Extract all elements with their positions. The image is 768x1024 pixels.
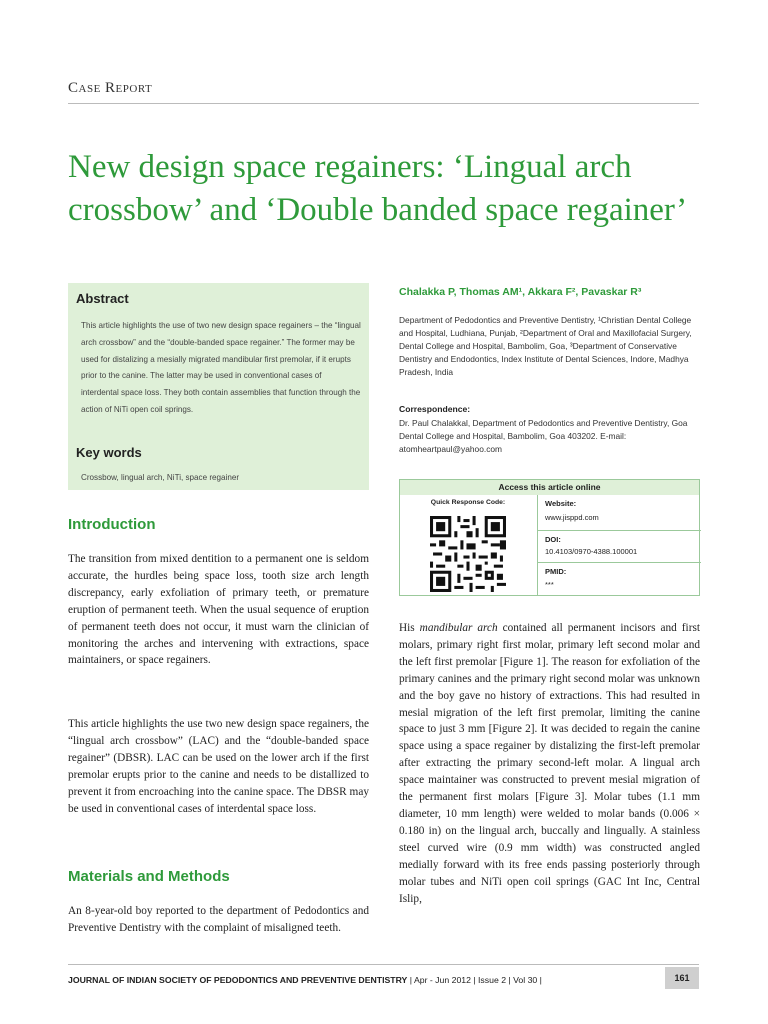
website-label: Website:: [545, 499, 577, 508]
paragraph-start: His: [399, 622, 420, 634]
keywords-heading: Key words: [76, 445, 142, 460]
pmid-value: ***: [545, 580, 554, 589]
correspondence-text: Dr. Paul Chalakkal, Department of Pedodontics and Preventive Dentistry, Goa Dental College and Hospital, Bambolim, Goa 403202. E-mail: atomheartpaul@yahoo.com: [399, 418, 688, 454]
keywords-text: Crossbow, lingual arch, NiTi, space regainer: [81, 473, 240, 482]
access-heading: Access this article online: [400, 480, 699, 495]
introduction-paragraph-2: This article highlights the use two new design space regainers, the “lingual arch crossbow” (LAC) and the “double-banded space regainer” (DBSR). LAC can be used on the lower arch if the first premolar erupts prior to the canine and needs to be distallized to prevent it from encroaching into the canine space. The DBSR may be used in conventional cases of interdental space loss.: [68, 718, 369, 815]
page-number: 161: [665, 967, 699, 989]
website-cell: [538, 495, 701, 531]
article-title: New design space regainers: ‘Lingual arch crossbow’ and ‘Double banded space regainer’: [68, 149, 688, 228]
access-online-box: [399, 479, 700, 596]
author-list: Chalakka P, Thomas AM¹, Akkara F², Pavaskar R³: [399, 286, 642, 298]
header-rule: [68, 103, 699, 104]
abstract-box: [68, 283, 369, 490]
paragraph-rest: contained all permanent incisors and first molars, primary right first molar, primary left second molar and the left first premolar [Figure 1]. The reason for exfoliation of the primary canines and the primary right second molar was unknown and the boy gave no history of extractions. This had resulted in mesial migration of the left first premolar, limiting the canine space to just 3 mm [Figure 2]. It was decided to regain the canine space using a space regainer by distalizing the first-left premolar after extracting the primary second-left molar. A lingual arch space maintainer was constructed to prevent mesial migration of the permanent first molars [Figure 3]. Molar tubes (1.1 mm diameter, 10 mm length) were welded to molar bands (0.006 × 0.180 in) on the lingual arch, buccally and lingually. A stainless steel curved wire (0.9 mm width) was constructed angled medially forward with its free ends passing posteriorly through molar tubes and NiTi open coil springs (GAC Int Inc, Central Islip,: [399, 622, 700, 905]
abstract-text: This article highlights the use of two new design space regainers – the “lingual arch crossbow” and the “double-banded space regainer.” The former may be used for distalizing a mesially migrated mandibular first premolar, if it erupts prior to the canine. The latter may be used in conventional cases of interdental space loss. They both contain assemblies that function through the action of NiTi open coil springs.: [81, 321, 361, 414]
doi-cell: [538, 531, 701, 563]
issue-info: | Apr - Jun 2012 | Issue 2 | Vol 30 |: [407, 975, 542, 985]
pmid-cell: [538, 563, 701, 596]
section-label: Case Report: [68, 80, 153, 96]
abstract-heading: Abstract: [76, 291, 129, 306]
qr-label: Quick Response Code:: [430, 499, 506, 506]
pmid-label: PMID:: [545, 567, 567, 576]
methods-heading: Materials and Methods: [68, 868, 230, 885]
doi-label: DOI:: [545, 535, 561, 544]
journal-footer: [68, 975, 542, 985]
right-column-paragraph: [399, 620, 700, 907]
footer-rule: [68, 964, 699, 965]
mandibular-arch-term: mandibular arch: [419, 622, 498, 634]
methods-paragraph-1: An 8-year-old boy reported to the department of Pedodontics and Preventive Dentistry with the complaint of misaligned teeth.: [68, 905, 369, 934]
qr-code-icon[interactable]: [430, 516, 506, 592]
website-link[interactable]: www.jisppd.com: [545, 513, 599, 522]
doi-value[interactable]: 10.4103/0970-4388.100001: [545, 547, 638, 556]
journal-name: JOURNAL OF INDIAN SOCIETY OF PEDODONTICS AND PREVENTIVE DENTISTRY: [68, 975, 408, 985]
introduction-paragraph-1: The transition from mixed dentition to a permanent one is seldom accurate, the hurdles being space loss, tooth size arch length discrepancy, early exfoliation of primary teeth, or premature eruption of permanent teeth. When the usual sequence of eruption of permanent teeth does not occur, it must warn the clinician of monitoring the arches and intervening with extractions, space maintainers, or space regainers.: [68, 553, 369, 667]
correspondence-heading: Correspondence:: [399, 404, 471, 414]
author-affiliations: Department of Pedodontics and Preventive Dentistry, ¹Christian Dental College and Hospital, Ludhiana, Punjab, ²Department of Oral and Maxillofacial Surgery, Dental College and Hospital, Bambolim, Goa, ³Department of Conservative Dentistry and Endodontics, Index Institute of Dental Sciences, Indore, Madhya Pradesh, India: [399, 315, 692, 377]
introduction-heading: Introduction: [68, 516, 156, 533]
